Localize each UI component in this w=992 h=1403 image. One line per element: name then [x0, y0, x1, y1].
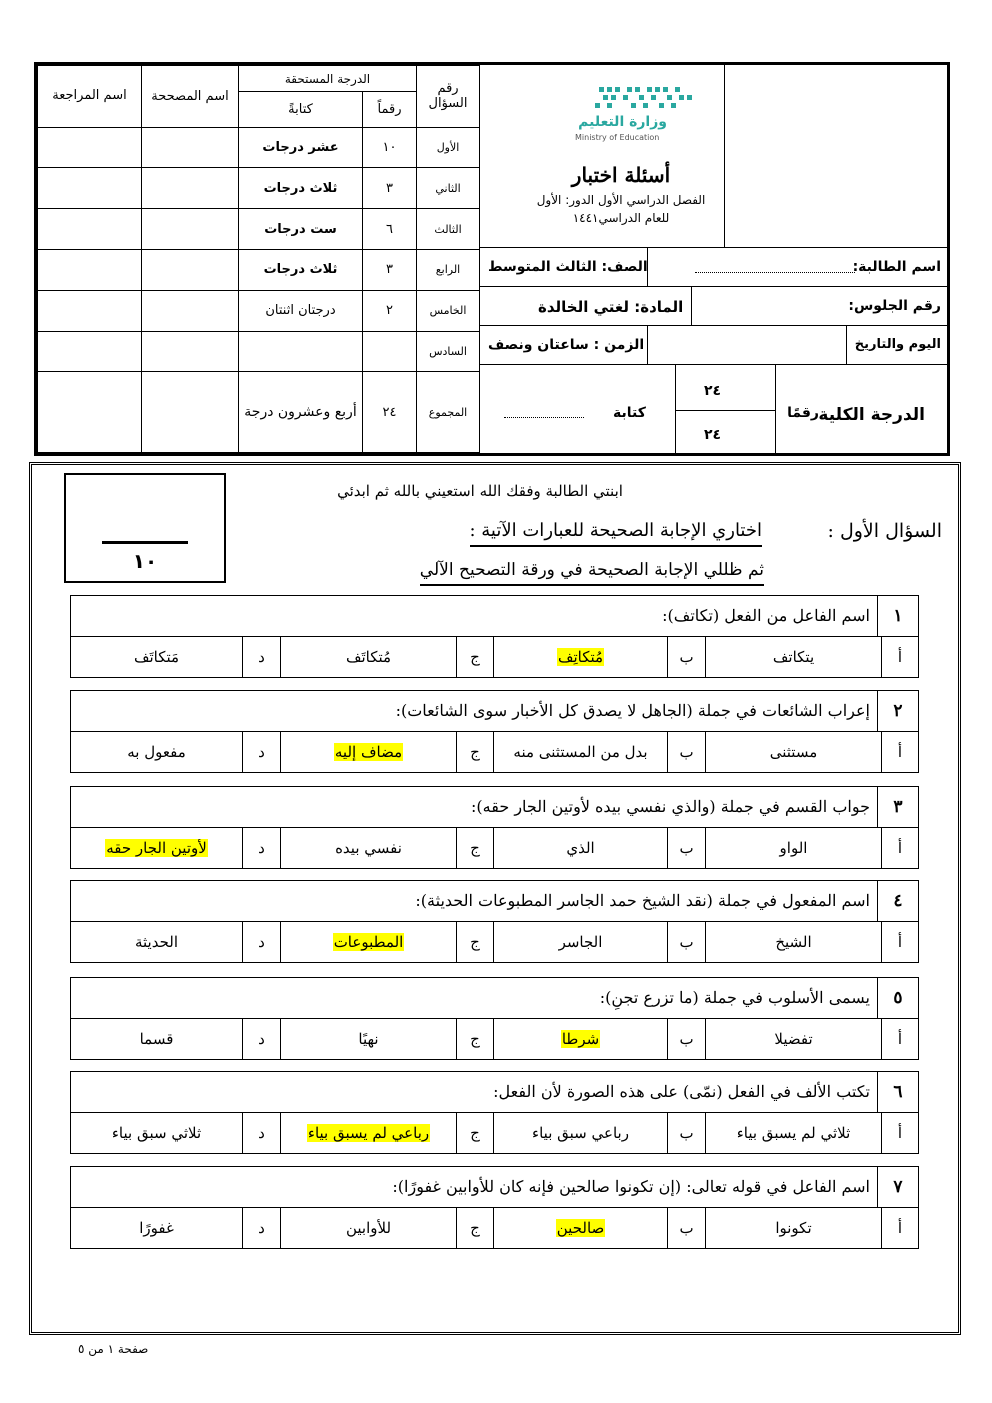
written-label: كتابة: [613, 405, 646, 421]
intro-text: ابنتي الطالبة وفقك الله استعيني بالله ثم ابدئي: [337, 482, 623, 500]
option-letter: ج: [456, 1112, 493, 1153]
question-number: ٣: [877, 787, 918, 827]
question-heading: السؤال الأول :: [827, 520, 942, 542]
option-letter: ب: [667, 921, 705, 962]
reviewer-cell: [38, 290, 142, 331]
reviewer-cell: [38, 168, 142, 209]
numeric-label: رقمًا: [787, 405, 819, 421]
question-stem: [71, 978, 918, 1019]
ministry-logo-icon: [537, 71, 707, 141]
option-letter: ج: [456, 827, 493, 868]
option-letter: ج: [456, 731, 493, 772]
written-grade: عشر درجات: [239, 127, 363, 168]
answer-option-correct[interactable]: [71, 827, 242, 868]
corrector-cell: [142, 127, 239, 168]
option-letter: أ: [881, 921, 918, 962]
written-grade: ست درجات: [239, 209, 363, 250]
option-text: تكونوا: [775, 1218, 812, 1237]
option-text: صالحين: [556, 1218, 605, 1237]
divider: [480, 364, 947, 365]
grades-table: [37, 65, 480, 453]
answer-options: [71, 1207, 918, 1248]
corrector-cell: [142, 372, 239, 453]
question-item: [70, 1071, 919, 1154]
day-date-label: اليوم والتاريخ: [854, 337, 941, 352]
option-letter: أ: [881, 731, 918, 772]
option-letter: أ: [881, 827, 918, 868]
question-title: اختاري الإجابة الصحيحة للعبارات الآتية :: [470, 520, 763, 547]
option-text: للأوابين: [345, 1218, 392, 1237]
divider: [775, 364, 776, 456]
written-header: كتابةً: [239, 92, 363, 128]
option-letter: د: [242, 636, 280, 677]
option-letter: ب: [667, 827, 705, 868]
question-item: [70, 690, 919, 773]
option-text: نفسي بيده: [335, 838, 402, 857]
option-letter: أ: [881, 636, 918, 677]
answer-option[interactable]: [705, 827, 881, 868]
reviewer-cell: [38, 127, 142, 168]
total-written: أربع وعشرون درجة: [239, 372, 363, 453]
divider: [647, 325, 648, 364]
answer-options: [71, 827, 918, 868]
answer-option[interactable]: [71, 731, 242, 772]
question-text: تكتب الألف في الفعل (نمّى) على هذه الصورة لأن الفعل:: [493, 1082, 870, 1101]
question-stem: [71, 881, 918, 922]
page-footer: صفحة ١ من ٥: [78, 1342, 149, 1356]
question-stem: [71, 787, 918, 828]
divider: [691, 286, 692, 325]
exam-header: [34, 62, 950, 456]
answer-option[interactable]: [493, 731, 667, 772]
option-text: المطبوعات: [333, 932, 404, 951]
option-text: قسما: [139, 1029, 174, 1048]
answer-option[interactable]: [705, 921, 881, 962]
question-stem: [71, 1167, 918, 1208]
numeric-grade: [363, 331, 417, 372]
reviewer-header: اسم المراجعة: [38, 66, 142, 128]
answer-option[interactable]: [71, 1207, 242, 1248]
question-label: الثاني: [417, 168, 480, 209]
option-text: رباعي سبق بياء: [532, 1123, 629, 1142]
option-letter: ج: [456, 636, 493, 677]
option-letter: أ: [881, 1207, 918, 1248]
question-text: اسم الفاعل في قوله تعالى: (إن تكونوا صالحين فإنه كان للأوابين غفورًا):: [392, 1177, 870, 1196]
answer-option-correct[interactable]: [493, 636, 667, 677]
written-grade: ثلاث درجات: [239, 168, 363, 209]
question-stem: [71, 1072, 918, 1113]
answer-option[interactable]: [71, 1018, 242, 1059]
qnum-header: رقم السؤال: [417, 66, 480, 128]
exam-year: للعام الدراسي١٤٤١: [572, 211, 670, 225]
option-text: الحديثة: [134, 932, 179, 951]
answer-option[interactable]: [705, 731, 881, 772]
divider: [675, 410, 775, 411]
option-letter: د: [242, 731, 280, 772]
corrector-cell: [142, 290, 239, 331]
reviewer-cell: [38, 331, 142, 372]
corrector-header: اسم المصححة: [142, 66, 239, 128]
answer-option[interactable]: [705, 1018, 881, 1059]
student-name-field[interactable]: [695, 272, 855, 273]
total-numeric: ٢٤: [363, 372, 417, 453]
reviewer-cell: [38, 250, 142, 291]
numeric-grade: ٣: [363, 250, 417, 291]
divider: [480, 286, 947, 287]
answer-options: [71, 1112, 918, 1153]
question-number: ٥: [877, 978, 918, 1018]
answer-option[interactable]: [493, 1112, 667, 1153]
question-label: السادس: [417, 331, 480, 372]
option-text: غفورًا: [139, 1218, 174, 1237]
question-text: إعراب الشائعات في جملة (الجاهل لا يصدق كل الأخبار سوى الشائعات):: [395, 701, 870, 720]
question-label: الثالث: [417, 209, 480, 250]
answer-option[interactable]: [280, 1018, 456, 1059]
written-total-field[interactable]: [504, 417, 584, 418]
grade-level: الصف: الثالث المتوسط: [488, 259, 648, 275]
option-letter: ج: [456, 921, 493, 962]
question-stem: [71, 596, 918, 637]
corrector-cell: [142, 168, 239, 209]
answer-option[interactable]: [71, 921, 242, 962]
divider: [480, 325, 947, 326]
option-letter: د: [242, 1018, 280, 1059]
total-grade-label: الدرجة الكلية: [818, 405, 925, 425]
total-top-value: ٢٤: [704, 383, 722, 399]
option-text: الشيخ: [775, 932, 812, 951]
reviewer-cell: [38, 372, 142, 453]
question-item: [70, 786, 919, 869]
option-text: بدل من المستثنى منه: [513, 742, 648, 761]
option-letter: د: [242, 1112, 280, 1153]
question-item: [70, 1166, 919, 1249]
exam-subtitle: الفصل الدراسي الأول الدور: الأول: [536, 193, 706, 207]
divider: [724, 65, 725, 247]
reviewer-cell: [38, 209, 142, 250]
question-label: الخامس: [417, 290, 480, 331]
question-number: ٦: [877, 1072, 918, 1112]
answer-option[interactable]: [705, 636, 881, 677]
answer-option[interactable]: [280, 636, 456, 677]
question-text: جواب القسم في جملة (والذي نفسي بيده لأوتين الجار حقه):: [471, 797, 870, 816]
answer-option[interactable]: [493, 827, 667, 868]
subject: المادة: لغتي الخالدة: [538, 298, 684, 316]
numeric-header: رقماً: [363, 92, 417, 128]
option-text: ثلاثي لم يسبق بياء: [736, 1123, 851, 1142]
option-text: نهيًا: [358, 1029, 379, 1048]
question-item: [70, 880, 919, 963]
duration: الزمن : ساعتان ونصف: [488, 337, 645, 353]
option-letter: أ: [881, 1112, 918, 1153]
option-text: مفعول به: [127, 742, 186, 761]
option-text: شرطا: [561, 1029, 600, 1048]
question-number: ٢: [877, 691, 918, 731]
answer-option[interactable]: [280, 1207, 456, 1248]
option-letter: ب: [667, 636, 705, 677]
answer-option[interactable]: [705, 1112, 881, 1153]
numeric-grade: ٣: [363, 168, 417, 209]
question-text: اسم الفاعل من الفعل (تكاتف):: [662, 606, 870, 625]
question-instruction: ثم ظللي الإجابة الصحيحة في ورقة التصحيح الآلي: [420, 560, 764, 586]
header-info: [480, 65, 947, 453]
corrector-cell: [142, 209, 239, 250]
divider: [480, 247, 947, 248]
written-grade: درجتان اثنتان: [239, 290, 363, 331]
question-item: [70, 977, 919, 1060]
ministry-name-en: Ministry of Education: [575, 133, 660, 142]
option-letter: د: [242, 827, 280, 868]
question-label: الرابع: [417, 250, 480, 291]
option-letter: أ: [881, 1018, 918, 1059]
score-value: ١٠: [132, 549, 158, 573]
question-stem: [71, 691, 918, 732]
written-grade: ثلاث درجات: [239, 250, 363, 291]
written-grade: [239, 331, 363, 372]
score-box: [64, 473, 226, 583]
option-text: يتكاتف: [772, 647, 815, 666]
answer-options: [71, 636, 918, 677]
grade-header: الدرجة المستحقة: [239, 66, 417, 92]
question-label: الأول: [417, 127, 480, 168]
option-letter: د: [242, 921, 280, 962]
option-letter: ب: [667, 1018, 705, 1059]
question-number: ٧: [877, 1167, 918, 1207]
option-text: ثلاثي سبق بياء: [111, 1123, 202, 1142]
option-text: مَتكاتَف: [133, 647, 180, 666]
option-letter: د: [242, 1207, 280, 1248]
option-text: تفضيلا: [774, 1029, 813, 1048]
answer-options: [71, 921, 918, 962]
student-name-label: اسم الطالبة:: [852, 259, 941, 275]
option-text: الجاسر: [558, 932, 603, 951]
answer-option[interactable]: [280, 827, 456, 868]
option-letter: ب: [667, 731, 705, 772]
option-text: الذي: [566, 838, 595, 857]
answer-option[interactable]: [705, 1207, 881, 1248]
corrector-cell: [142, 331, 239, 372]
question-number: ٤: [877, 881, 918, 921]
option-text: مضاف إليه: [334, 742, 403, 761]
answer-option-correct[interactable]: [280, 731, 456, 772]
option-text: الواو: [779, 838, 808, 857]
total-label: المجموع: [417, 372, 480, 453]
answer-options: [71, 1018, 918, 1059]
option-text: مُتكاتَف: [345, 647, 392, 666]
answer-option-correct[interactable]: [280, 921, 456, 962]
score-divider: [102, 541, 188, 544]
corrector-cell: [142, 250, 239, 291]
option-text: رباعي لم يسبق بياء: [307, 1123, 430, 1142]
numeric-grade: ٦: [363, 209, 417, 250]
ministry-logo: [537, 71, 707, 141]
answer-option-correct[interactable]: [280, 1112, 456, 1153]
ministry-name-ar: وزارة التعليم: [578, 114, 667, 130]
question-number: ١: [877, 596, 918, 636]
question-text: اسم المفعول في جملة (نقد الشيخ حمد الجاسر المطبوعات الحديثة):: [415, 891, 870, 910]
option-letter: ب: [667, 1207, 705, 1248]
exam-title: أسئلة اختبار: [571, 163, 671, 187]
total-bottom-value: ٢٤: [704, 427, 722, 443]
answer-option[interactable]: [493, 921, 667, 962]
answer-option-correct[interactable]: [493, 1207, 667, 1248]
numeric-grade: ١٠: [363, 127, 417, 168]
answer-options: [71, 731, 918, 772]
option-letter: ج: [456, 1018, 493, 1059]
option-letter: ج: [456, 1207, 493, 1248]
seat-number-label: رقم الجلوس:: [848, 298, 941, 314]
question-item: [70, 595, 919, 678]
answer-option-correct[interactable]: [493, 1018, 667, 1059]
answer-option[interactable]: [71, 636, 242, 677]
option-letter: ب: [667, 1112, 705, 1153]
divider: [846, 325, 847, 364]
question-text: يسمى الأسلوب في جملة (ما تزرع تجنِ):: [599, 988, 870, 1007]
option-text: لأوتين الجار حقه: [106, 838, 207, 857]
option-text: مُتكاتِف: [557, 647, 604, 666]
numeric-grade: ٢: [363, 290, 417, 331]
option-text: مستثنى: [769, 742, 818, 761]
answer-option[interactable]: [71, 1112, 242, 1153]
